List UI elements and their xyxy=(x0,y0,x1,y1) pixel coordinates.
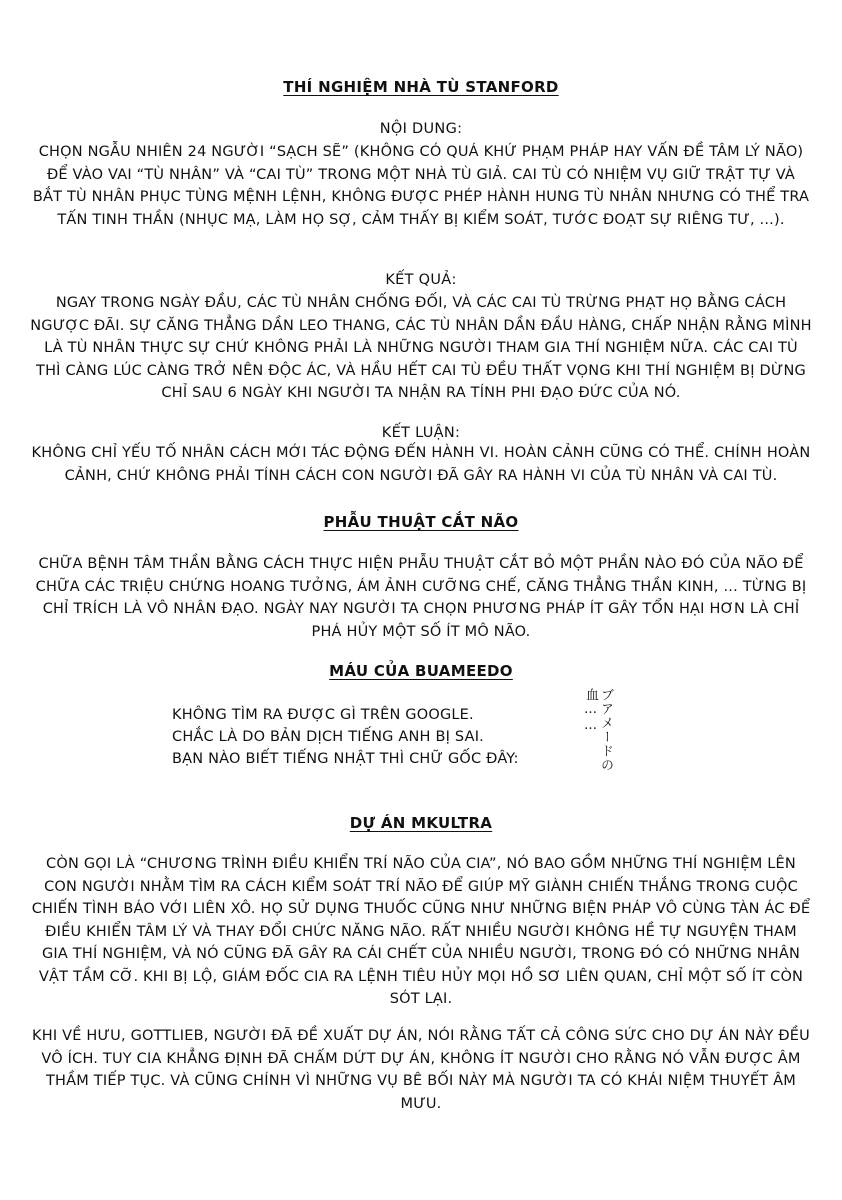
japanese-text-col-2: 血…… xyxy=(583,688,598,734)
stanford-title: THÍ NGHIỆM NHÀ TÙ STANFORD xyxy=(283,78,559,96)
stanford-content-heading: NỘI DUNG: xyxy=(379,121,463,137)
buameedo-line-1: KHÔNG TÌM RA ĐƯỢC GÌ TRÊN GOOGLE. xyxy=(172,707,474,723)
stanford-result-text: NGAY TRONG NGÀY ĐẦU, CÁC TÙ NHÂN CHỐNG ĐỐI, VÀ CÁC CAI TÙ TRỪNG PHẠT HỌ BẰNG CÁCH NGƯỢC ĐÃI. SỰ CĂNG THẲNG DẦN LEO THANG, CÁC TÙ NHÂN DẦN ĐẦU HÀNG, CHẤP NHẬN RẰNG MÌNH LÀ TÙ NHÂN THỰC SỰ CHỨ KHÔNG PHẢI LÀ NHỮNG NGƯỜI THAM GIA THÍ NGHIỆM NỮA. CÁC CAI TÙ THÌ CÀNG LÚC CÀNG TRỞ NÊN ĐỘC ÁC, VÀ HẦU HẾT CAI TÙ ĐỀU THẤT VỌNG KHI THÍ NGHIỆM BỊ DỪNG CHỈ SAU 6 NGÀY KHI NGƯỜI TA NHẬN RA TÍNH PHI ĐẠO ĐỨC CỦA NÓ. xyxy=(30,295,812,401)
buameedo-title: MÁU CỦA BUAMEEDO xyxy=(329,662,513,680)
stanford-result-heading: KẾT QUẢ: xyxy=(385,272,457,288)
mkultra-text-2: KHI VỀ HƯU, GOTTLIEB, NGƯỜI ĐÃ ĐỀ XUẤT DỰ ÁN, NÓI RẰNG TẤT CẢ CÔNG SỨC CHO DỰ ÁN NÀY ĐỀU VÔ ÍCH. TUY CIA KHẲNG ĐỊNH ĐÃ CHẤM DỨT DỰ ÁN, KHÔNG ÍT NGƯỜI CHO RẰNG NÓ VẪN ĐƯỢC ÂM THẦM TIẾP TỤC. VÀ CŨNG CHÍNH VÌ NHỮNG VỤ BÊ BỐI NÀY MÀ NGƯỜI TA CÓ KHÁI NIỆM THUYẾT ÂM MƯU. xyxy=(32,1028,810,1112)
mkultra-text-1: CÒN GỌI LÀ “CHƯƠNG TRÌNH ĐIỀU KHIỂN TRÍ NÃO CỦA CIA”, NÓ BAO GỒM NHỮNG THÍ NGHIỆM LÊN CON NGƯỜI NHẰM TÌM RA CÁCH KIỂM SOÁT TRÍ NÃO ĐỂ GIÚP MỸ GIÀNH CHIẾN THẮNG TRONG CUỘC CHIẾN TÌNH BÁO VỚI LIÊN XÔ. HỌ SỬ DỤNG THUỐC CŨNG NHƯ NHỮNG BIỆN PHÁP VÔ CÙNG TÀN ÁC ĐỂ ĐIỀU KHIỂN TÂM LÝ VÀ THAY ĐỔI CHỨC NĂNG NÃO. RẤT NHIỀU NGƯỜI KHÔNG HỀ TỰ NGUYỆN THAM GIA THÍ NGHIỆM, VÀ NÓ CŨNG ĐÃ GÂY RA CÁI CHẾT CỦA NHIỀU NGƯỜI, TRONG ĐÓ CÓ NHỮNG NHÂN VẬT TẦM CỠ. KHI BỊ LỘ, GIÁM ĐỐC CIA RA LỆNH TIÊU HỦY MỌI HỒ SƠ LIÊN QUAN, CHỈ MỘT SỐ ÍT CÒN SÓT LẠI. xyxy=(31,856,811,1007)
stanford-content-text: CHỌN NGẪU NHIÊN 24 NGƯỜI “SẠCH SẼ” (KHÔNG CÓ QUÁ KHỨ PHẠM PHÁP HAY VẤN ĐỀ TÂM LÝ NÃO) ĐỂ VÀO VAI “TÙ NHÂN” VÀ “CAI TÙ” TRONG MỘT NHÀ TÙ GIẢ. CAI TÙ CÓ NHIỆM VỤ GIỮ TRẬT TỰ VÀ BẮT TÙ NHÂN PHỤC TÙNG MỆNH LỆNH, KHÔNG ĐƯỢC PHÉP HÀNH HUNG TÙ NHÂN NHƯNG CÓ THỂ TRA TẤN TINH THẦN (NHỤC MẠ, LÀM HỌ SỢ, CẢM THẤY BỊ KIỂM SOÁT, TƯỚC ĐOẠT SỰ RIÊNG TƯ, ...). xyxy=(32,144,810,228)
buameedo-line-3: BẠN NÀO BIẾT TIẾNG NHẬT THÌ CHỮ GỐC ĐÂY: xyxy=(172,751,519,767)
stanford-conclusion-text: KHÔNG CHỈ YẾU TỐ NHÂN CÁCH MỚI TÁC ĐỘNG ĐẾN HÀNH VI. HOÀN CẢNH CŨNG CÓ THỂ. CHÍNH HOÀN CẢNH, CHỨ KHÔNG PHẢI TÍNH CÁCH CON NGƯỜI ĐÃ GÂY RA HÀNH VI CỦA TÙ NHÂN VÀ CAI TÙ. xyxy=(31,445,811,484)
stanford-conclusion-heading: KẾT LUẬN: xyxy=(381,425,461,441)
japanese-text-col-1: ブアメードの xyxy=(598,688,613,772)
buameedo-note xyxy=(172,704,552,770)
lobotomy-text: CHỮA BỆNH TÂM THẦN BẰNG CÁCH THỰC HIỆN PHẪU THUẬT CẮT BỎ MỘT PHẦN NÀO ĐÓ CỦA NÃO ĐỂ CHỮA CÁC TRIỆU CHỨNG HOANG TƯỞNG, ÁM ẢNH CƯỠNG CHẾ, CĂNG THẲNG THẦN KINH, ... TỪNG BỊ CHỈ TRÍCH LÀ VÔ NHÂN ĐẠO. NGÀY NAY NGƯỜI TA CHỌN PHƯƠNG PHÁP ÍT GÂY TỔN HẠI HƠN LÀ CHỈ PHÁ HỦY MỘT SỐ ÍT MÔ NÃO. xyxy=(35,556,807,640)
japanese-original-text xyxy=(584,688,612,778)
mkultra-title: DỰ ÁN MKULTRA xyxy=(349,814,493,832)
lobotomy-title: PHẪU THUẬT CẮT NÃO xyxy=(323,513,519,531)
buameedo-line-2: CHẮC LÀ DO BẢN DỊCH TIẾNG ANH BỊ SAI. xyxy=(172,729,484,745)
